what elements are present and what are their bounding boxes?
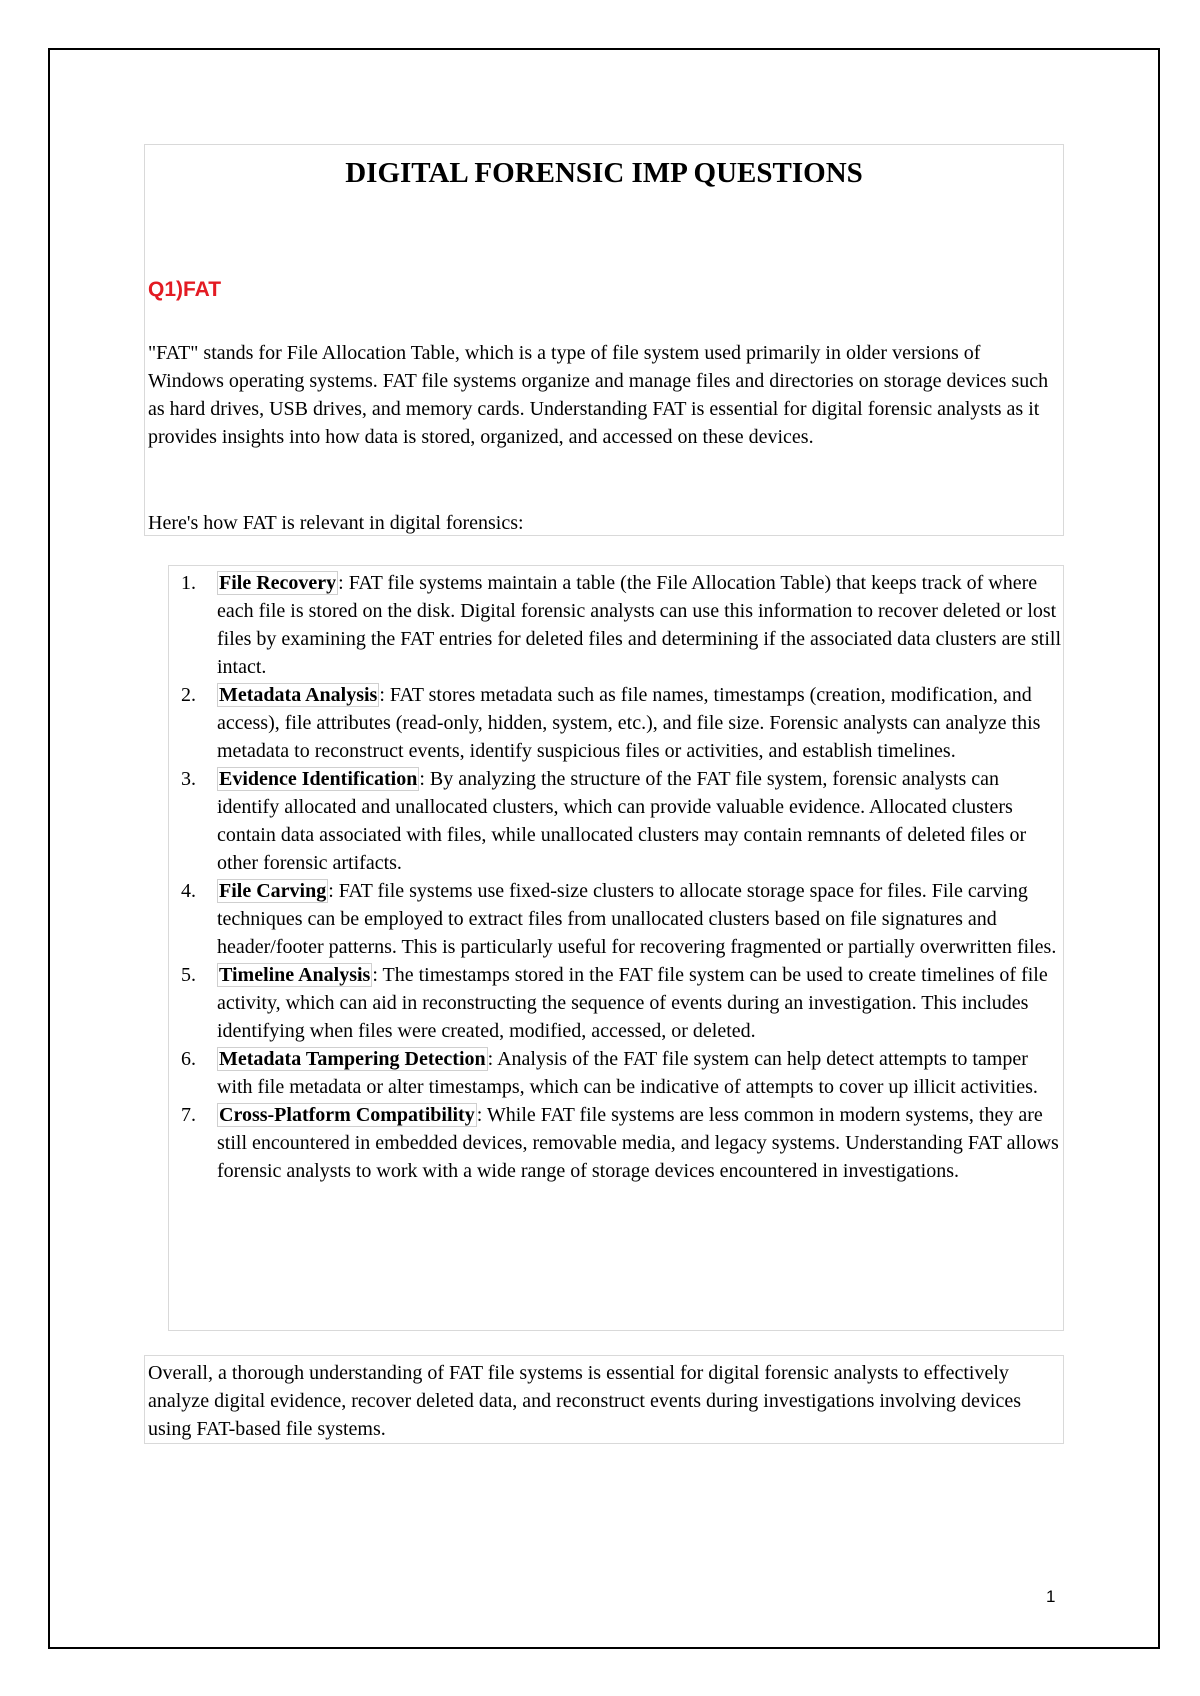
item-number: 2.: [181, 684, 196, 706]
item-term: Metadata Analysis: [219, 684, 378, 706]
item-term: File Recovery: [219, 572, 337, 594]
item-text: : FAT file systems use fixed-size clusters to allocate storage space for files. File carving techniques can be employed to extract files from unallocated clusters based on file signatures and header/footer patterns. This is particularly useful for recovering fragmented or partially overwritten files.: [217, 880, 1057, 958]
list-item: [169, 1101, 1063, 1185]
item-number: 4.: [181, 880, 196, 902]
list-item: [169, 961, 1063, 1045]
list-item: [169, 1045, 1063, 1101]
conclusion-paragraph: Overall, a thorough understanding of FAT file systems is essential for digital forensic analysts to effectively analyze digital evidence, recover deleted data, and reconstruct events during investigations involving devices using FAT-based file systems.: [148, 1362, 1022, 1440]
relevance-list: [169, 569, 1063, 1185]
item-text: : The timestamps stored in the FAT file system can be used to create timelines of file activity, which can aid in reconstructing the sequence of events during an investigation. This includes identifying when files were created, modified, accessed, or deleted.: [217, 964, 1048, 1042]
item-term: Evidence Identification: [219, 768, 418, 790]
item-text: : FAT file systems maintain a table (the File Allocation Table) that keeps track of where each file is stored on the disk. Digital forensic analysts can use this information to recover deleted or lost files by examining the FAT entries for deleted files and determining if the associated data clusters are still intact.: [217, 572, 1062, 678]
item-term: File Carving: [219, 880, 327, 902]
item-term: Metadata Tampering Detection: [219, 1048, 486, 1070]
item-number: 5.: [181, 964, 196, 986]
intro-paragraph: "FAT" stands for File Allocation Table, which is a type of file system used primarily in older versions of Windows operating systems. FAT file systems organize and manage files and directories on storage devices such as hard drives, USB drives, and memory cards. Understanding FAT is essential for digital forensic analysts as it provides insights into how data is stored, organized, and accessed on these devices.: [148, 342, 1049, 448]
lead-in-text: Here's how FAT is relevant in digital forensics:: [148, 512, 524, 534]
item-number: 3.: [181, 768, 196, 790]
item-term: Cross-Platform Compatibility: [219, 1104, 475, 1126]
item-term: Timeline Analysis: [219, 964, 371, 986]
header-section: [144, 144, 1064, 536]
item-number: 1.: [181, 572, 196, 594]
item-number: 7.: [181, 1104, 196, 1126]
item-text: : By analyzing the structure of the FAT file system, forensic analysts can identify allocated and unallocated clusters, which can provide valuable evidence. Allocated clusters contain data associated with files, while unallocated clusters may contain remnants of deleted files or other forensic artifacts.: [217, 768, 1027, 874]
item-text: : FAT stores metadata such as file names, timestamps (creation, modification, and access), file attributes (read-only, hidden, system, etc.), and file size. Forensic analysts can analyze this metadata to reconstruct events, identify suspicious files or activities, and establish timelines.: [217, 684, 1041, 762]
page-number: 1: [1046, 1587, 1056, 1606]
points-section: [168, 565, 1064, 1331]
list-item: [169, 681, 1063, 765]
document-title: DIGITAL FORENSIC IMP QUESTIONS: [345, 157, 863, 189]
list-item: [169, 877, 1063, 961]
item-text: : While FAT file systems are less common in modern systems, they are still encountered in embedded devices, removable media, and legacy systems. Understanding FAT allows forensic analysts to work with a wide range of storage devices encountered in investigations.: [217, 1104, 1059, 1182]
item-text: : Analysis of the FAT file system can help detect attempts to tamper with file metadata or alter timestamps, which can be indicative of attempts to cover up illicit activities.: [217, 1048, 1038, 1098]
list-item: [169, 765, 1063, 877]
list-item: [169, 569, 1063, 681]
item-number: 6.: [181, 1048, 196, 1070]
question-heading: Q1)FAT: [148, 278, 222, 301]
conclusion-section: [144, 1355, 1064, 1444]
